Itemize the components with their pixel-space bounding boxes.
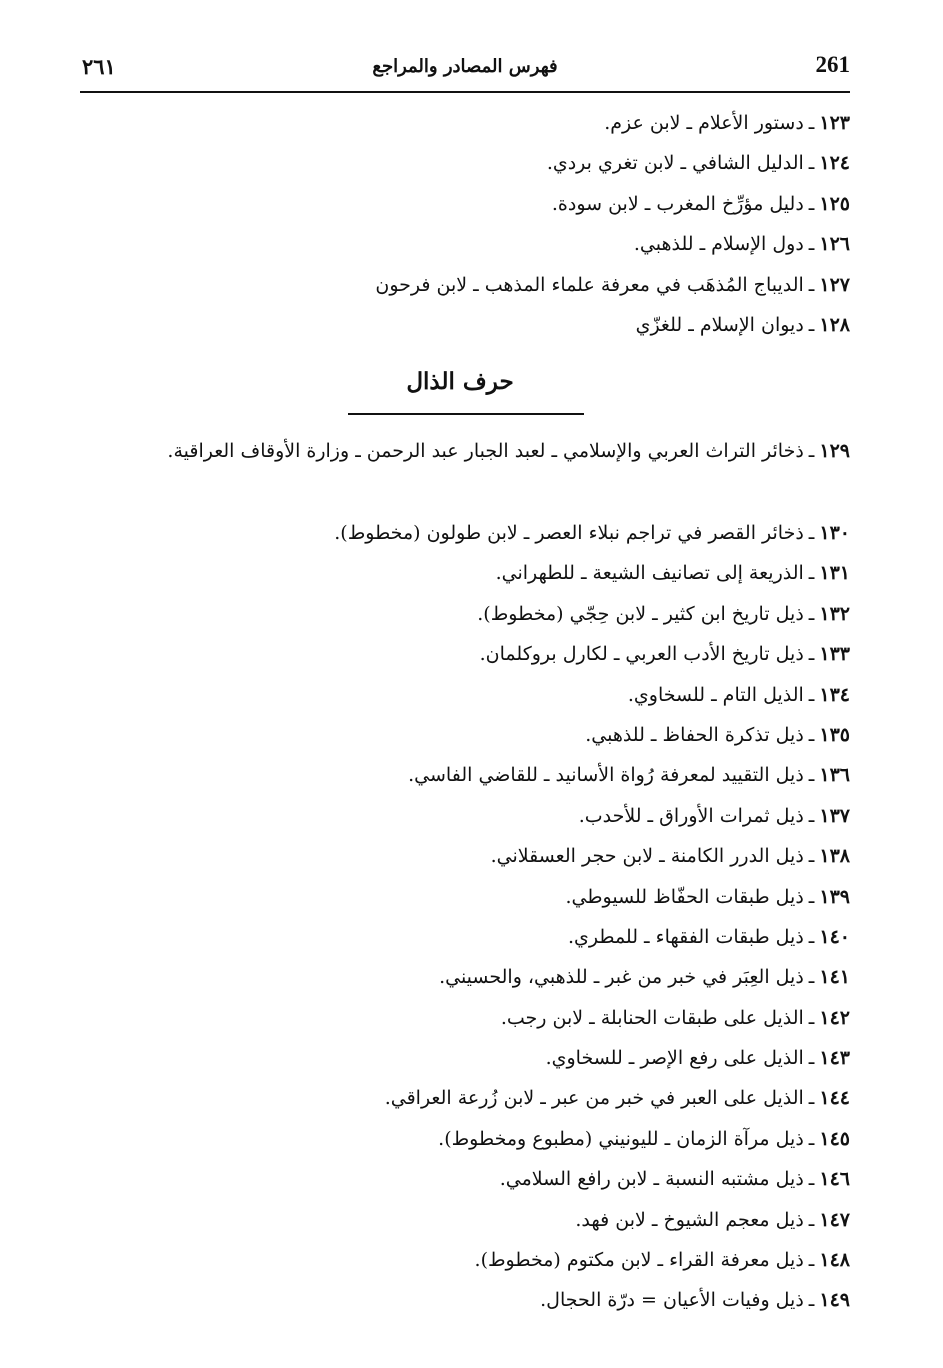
entry-text: ذيل مشتبه النسبة ـ لابن رافع السلامي. <box>499 1168 804 1191</box>
entry-number: ١٢٧ <box>819 273 850 296</box>
entry-number: ١٤٥ <box>819 1127 850 1150</box>
list-item: ١٣٥ ـ ذيل تذكرة الحفاظ ـ للذهبي. <box>80 716 850 756</box>
header-rule <box>80 91 850 93</box>
entry-text: الذيل على العبر في خبر من عبر ـ لابن زُرعة العراقي. <box>384 1087 804 1110</box>
entry-text: الذيل على طبقات الحنابلة ـ لابن رجب. <box>500 1006 804 1029</box>
entry-text: دول الإسلام ـ للذهبي. <box>633 233 804 256</box>
list-item: ١٣٤ ـ الذيل التام ـ للسخاوي. <box>80 676 850 716</box>
entry-number: ١٤٧ <box>819 1208 850 1231</box>
entry-text: ذيل العِبَر في خبر من غبر ـ للذهبي، والحسيني. <box>439 966 804 989</box>
entry-text: ذيل طبقات الفقهاء ـ للمطري. <box>567 925 804 948</box>
list-item: ١٤٩ ـ ذيل وفيات الأعيان = درّة الحجال. <box>80 1281 850 1321</box>
entries-before-list <box>80 104 850 346</box>
entry-number: ١٣٨ <box>819 845 850 868</box>
entry-text: ذيل الدرر الكامنة ـ لابن حجر العسقلاني. <box>490 845 804 868</box>
entry-text: ذيل معجم الشيوخ ـ لابن فهد. <box>575 1208 804 1231</box>
entry-text: ذيل معرفة القراء ـ لابن مكتوم (مخطوط). <box>474 1249 804 1272</box>
page-header <box>80 48 850 86</box>
list-item: ١٣٦ ـ ذيل التقييد لمعرفة رُواة الأسانيد ـ للقاضي الفاسي. <box>80 756 850 796</box>
entry-text: الذيل التام ـ للسخاوي. <box>627 683 804 706</box>
entry-number: ١٣٧ <box>819 804 850 827</box>
entry-number: ١٣٥ <box>819 723 850 746</box>
entry-number: ١٤٤ <box>819 1087 850 1110</box>
list-item: ١٤٠ ـ ذيل طبقات الفقهاء ـ للمطري. <box>80 918 850 958</box>
list-item: ١٣٢ ـ ذيل تاريخ ابن كثير ـ لابن حِجّي (مخطوط). <box>80 595 850 635</box>
list-item: ١٢٩ ـ ذخائر التراث العربي والإسلامي ـ لعبد الجبار عبد الرحمن ـ وزارة الأوقاف العراقية. <box>80 432 850 514</box>
entry-text: ذيل تاريخ ابن كثير ـ لابن حِجّي (مخطوط). <box>477 602 804 625</box>
entry-text: ذيل وفيات الأعيان = درّة الحجال. <box>540 1289 804 1312</box>
entry-text: الديباج المُذهَب في معرفة علماء المذهب ـ لابن فرحون <box>375 273 804 296</box>
entry-number: ١٤٨ <box>819 1249 850 1272</box>
entry-number: ١٣٣ <box>819 643 850 666</box>
list-item: ١٤٥ ـ ذيل مرآة الزمان ـ لليونيني (مطبوع ومخطوط). <box>80 1120 850 1160</box>
list-item: ١٣١ ـ الذريعة إلى تصانيف الشيعة ـ للطهراني. <box>80 554 850 594</box>
entry-number: ١٣٠ <box>819 522 850 544</box>
entry-number: ١٢٩ <box>819 440 850 462</box>
entry-text: ذيل التقييد لمعرفة رُواة الأسانيد ـ للقاضي الفاسي. <box>408 764 804 787</box>
entry-text: ذيل تاريخ الأدب العربي ـ لكارل بروكلمان. <box>479 643 804 666</box>
entry-number: ١٣٩ <box>819 885 850 908</box>
list-item: ١٤٧ ـ ذيل معجم الشيوخ ـ لابن فهد. <box>80 1201 850 1241</box>
list-item: ١٤١ ـ ذيل العِبَر في خبر من غبر ـ للذهبي، والحسيني. <box>80 958 850 998</box>
entry-number: ١٢٨ <box>819 313 850 336</box>
list-item: ١٢٨ ـ ديوان الإسلام ـ للغزّي <box>80 306 850 346</box>
list-item: ١٣٩ ـ ذيل طبقات الحفّاظ للسيوطي. <box>80 878 850 918</box>
list-item: ١٤٢ ـ الذيل على طبقات الحنابلة ـ لابن رجب. <box>80 999 850 1039</box>
list-item: ١٤٣ ـ الذيل على رفع الإصر ـ للسخاوي. <box>80 1039 850 1079</box>
entry-text: الذيل على رفع الإصر ـ للسخاوي. <box>545 1047 804 1070</box>
entry-text: ذيل تذكرة الحفاظ ـ للذهبي. <box>585 723 804 746</box>
entry-text: ديوان الإسلام ـ للغزّي <box>635 313 804 336</box>
list-item: ١٣٣ ـ ذيل تاريخ الأدب العربي ـ لكارل بروكلمان. <box>80 635 850 675</box>
list-item: ١٣٨ ـ ذيل الدرر الكامنة ـ لابن حجر العسقلاني. <box>80 837 850 877</box>
list-item: ١٣٠ ـ ذخائر القصر في تراجم نبلاء العصر ـ لابن طولون (مخطوط). <box>80 514 850 554</box>
entry-number: ١٤٢ <box>819 1006 850 1029</box>
list-item: ١٤٦ ـ ذيل مشتبه النسبة ـ لابن رافع السلامي. <box>80 1160 850 1200</box>
entry-text: ذخائر القصر في تراجم نبلاء العصر ـ لابن طولون (مخطوط). <box>334 522 804 544</box>
entry-number: ١٤٣ <box>819 1047 850 1070</box>
section-heading-rule <box>348 413 584 415</box>
list-item: ١٢٦ ـ دول الإسلام ـ للذهبي. <box>80 225 850 265</box>
entry-number: ١٣٦ <box>819 764 850 787</box>
entry-text: الدليل الشافي ـ لابن تغري بردي. <box>546 152 804 175</box>
entry-number: ١٤٦ <box>819 1168 850 1191</box>
running-title: فهرس المصادر والمراجع <box>372 56 558 77</box>
entry-number: ١٣٤ <box>819 683 850 706</box>
entry-number: ١٤١ <box>819 966 850 989</box>
entry-text: ذخائر التراث العربي والإسلامي ـ لعبد الجبار عبد الرحمن ـ وزارة الأوقاف العراقية. <box>167 440 804 462</box>
entry-number: ١٢٣ <box>819 112 850 134</box>
entry-number: ١٣٢ <box>819 602 850 625</box>
entry-number: ١٢٥ <box>819 192 850 215</box>
list-item: ١٢٤ ـ الدليل الشافي ـ لابن تغري بردي. <box>80 144 850 184</box>
entry-number: ١٤٩ <box>819 1289 850 1312</box>
entry-number: ١٢٤ <box>819 152 850 175</box>
entry-text: دستور الأعلام ـ لابن عزم. <box>604 112 804 134</box>
entries-after-list <box>80 432 850 1322</box>
list-item: ١٢٣ ـ دستور الأعلام ـ لابن عزم. <box>80 104 850 144</box>
list-item: ١٣٧ ـ ذيل ثمرات الأوراق ـ للأحدب. <box>80 797 850 837</box>
entry-text: دليل مؤرِّخ المغرب ـ لابن سودة. <box>551 192 804 215</box>
entry-number: ١٤٠ <box>819 925 850 948</box>
entry-number: ١٣١ <box>819 562 850 585</box>
entry-text: ذيل طبقات الحفّاظ للسيوطي. <box>565 885 804 908</box>
entry-number: ١٢٦ <box>819 233 850 256</box>
section-heading: حرف الذال <box>406 368 514 395</box>
list-item: ١٢٧ ـ الديباج المُذهَب في معرفة علماء المذهب ـ لابن فرحون <box>80 266 850 306</box>
entry-text: ذيل ثمرات الأوراق ـ للأحدب. <box>578 804 804 827</box>
page-number-latin: 261 <box>815 52 850 77</box>
list-item: ١٤٤ ـ الذيل على العبر في خبر من عبر ـ لابن زُرعة العراقي. <box>80 1079 850 1119</box>
list-item: ١٤٨ ـ ذيل معرفة القراء ـ لابن مكتوم (مخطوط). <box>80 1241 850 1281</box>
page-number-arabic: ٢٦١ <box>82 54 116 79</box>
entry-text: الذريعة إلى تصانيف الشيعة ـ للطهراني. <box>495 562 804 585</box>
list-item: ١٢٥ ـ دليل مؤرِّخ المغرب ـ لابن سودة. <box>80 185 850 225</box>
entry-text: ذيل مرآة الزمان ـ لليونيني (مطبوع ومخطوط). <box>438 1127 804 1150</box>
